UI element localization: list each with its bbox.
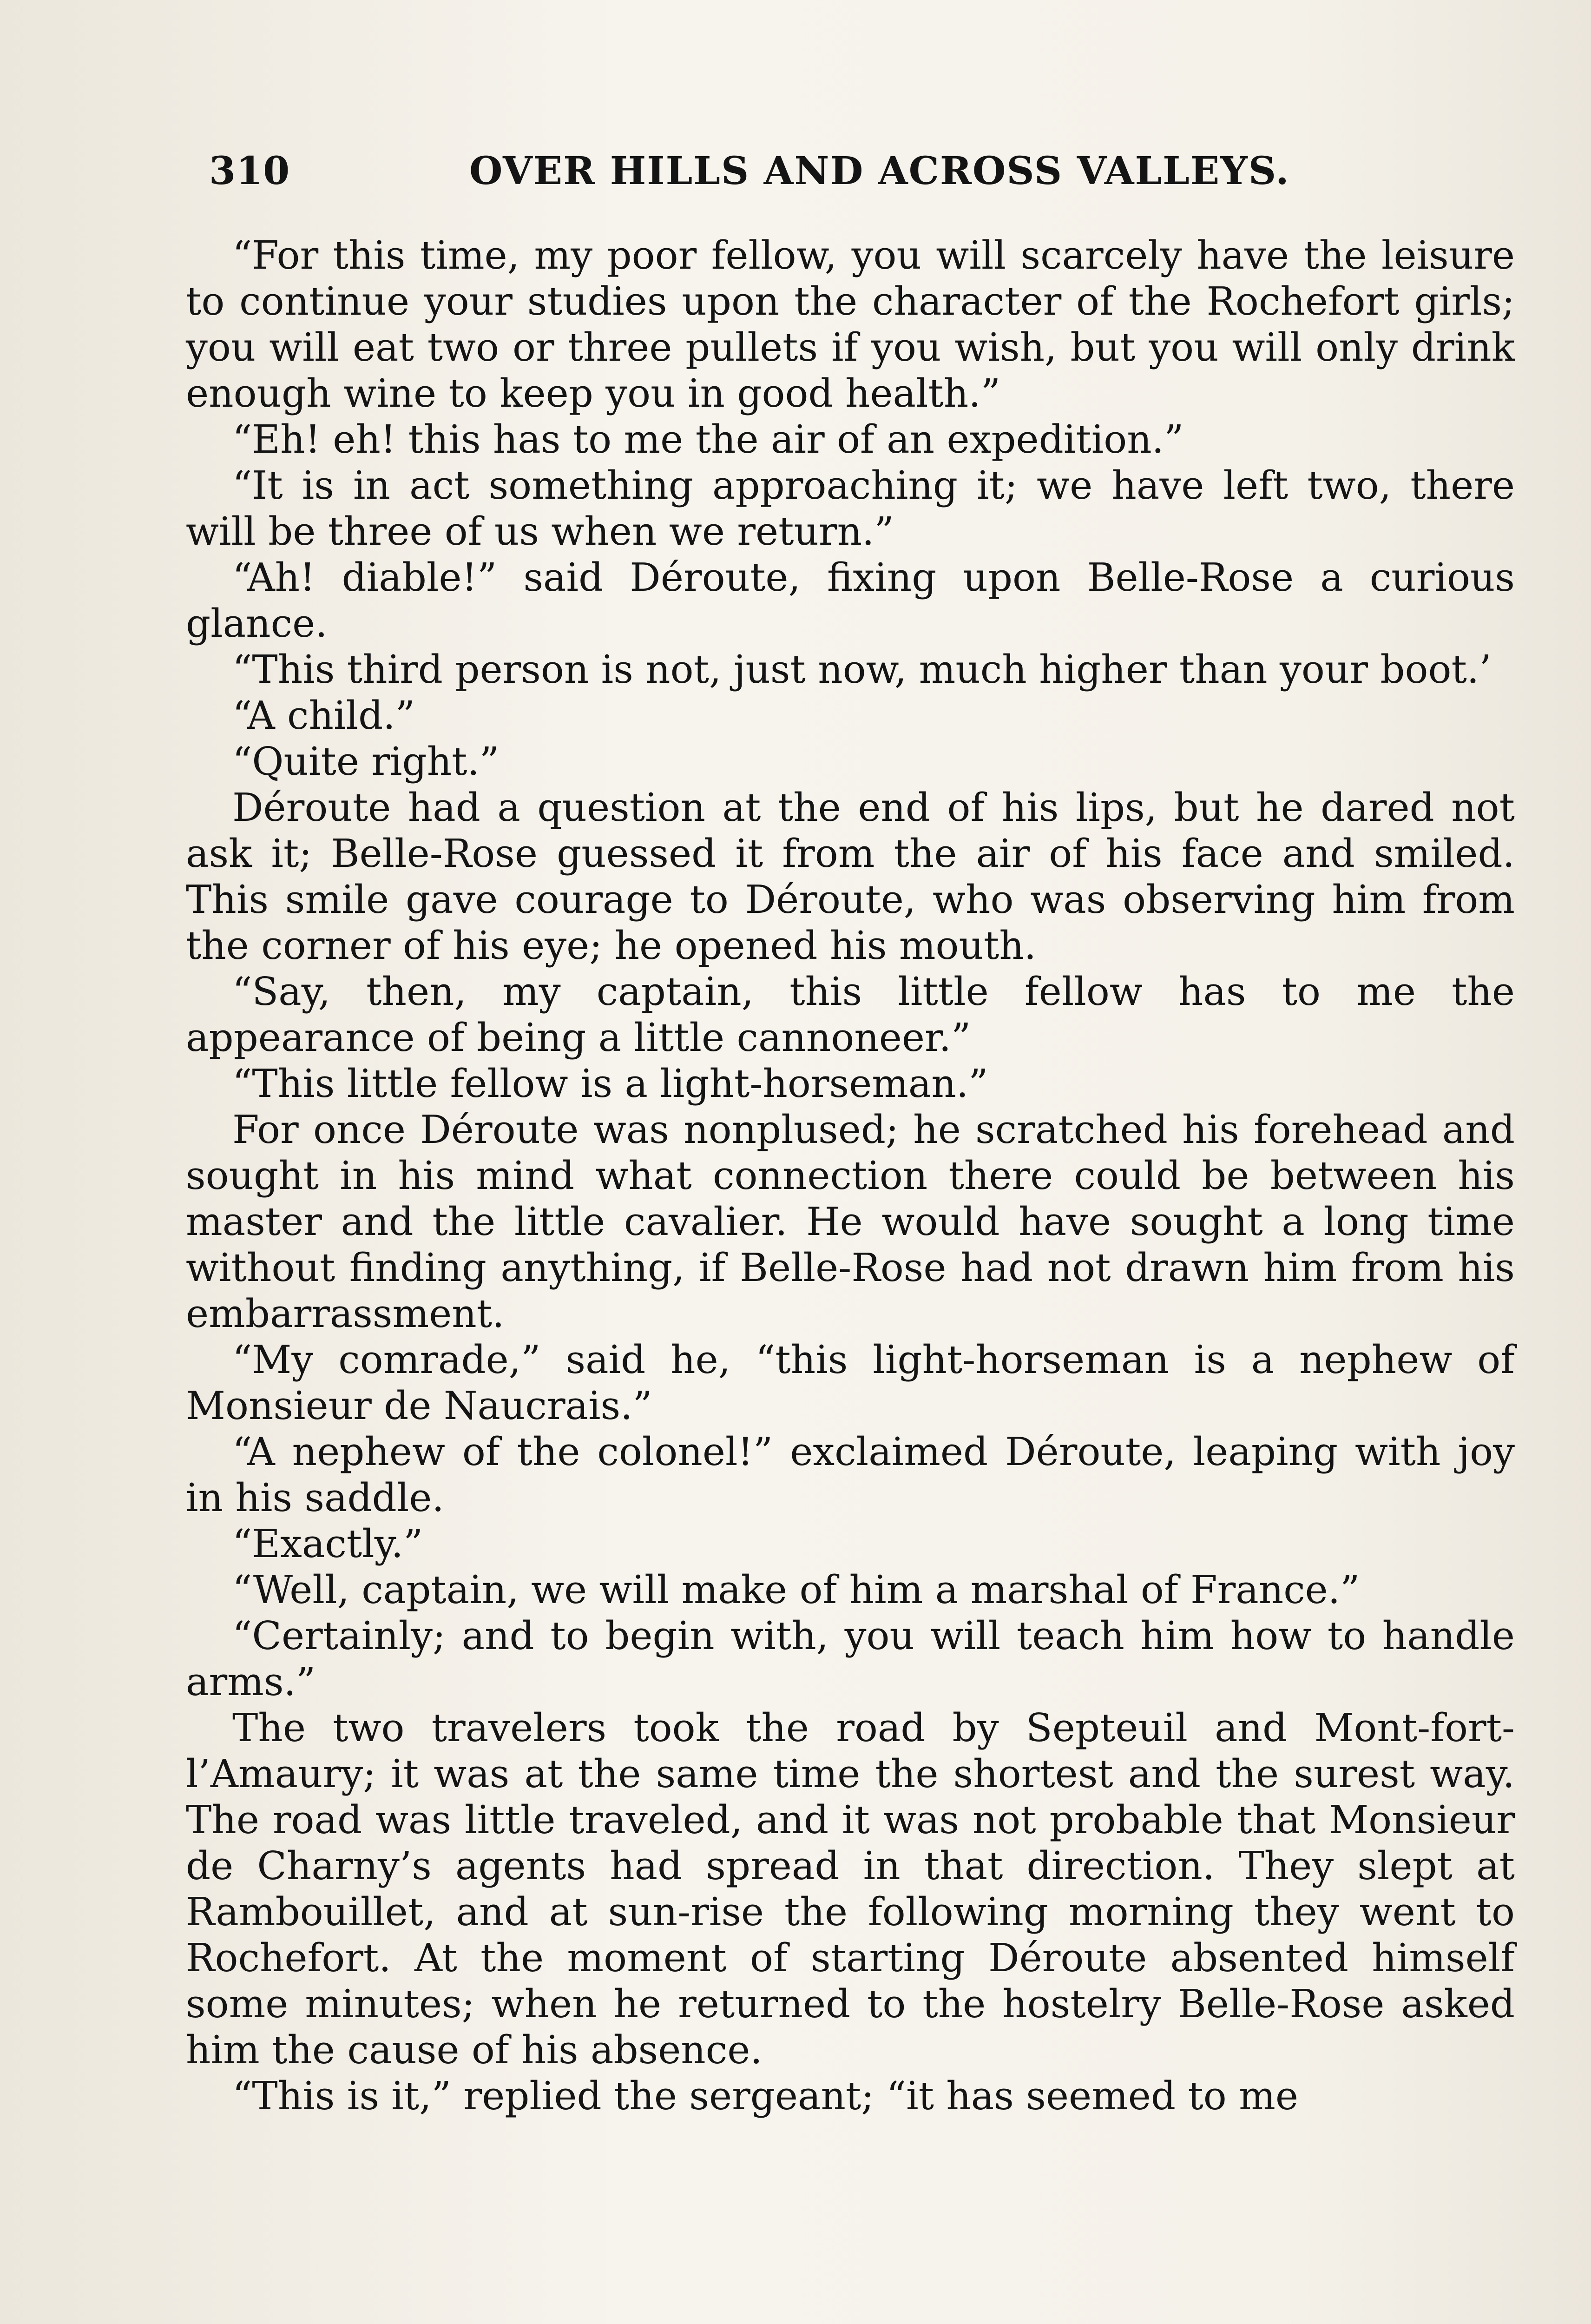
paragraph: “Well, captain, we will make of him a marshal of France.” [232,1567,1360,1612]
body-text [186,232,1515,2119]
paragraph: Déroute had a question at the end of his lips, but he dared not ask it; Belle-Rose guessed it from the air of his face and smiled. This smile gave courage to Déroute, who was observing him from the corner of his eye; he opened his mouth. [186,785,1515,968]
page-header [209,149,1510,205]
paragraph: “This third person is not, just now, much higher than your boot.’ [232,647,1492,692]
paragraph: “Eh! eh! this has to me the air of an expedition.” [232,417,1184,462]
paragraph: “A child.” [232,693,415,738]
paragraph: For once Déroute was nonplused; he scratched his forehead and sought in his mind what connection there could be between his master and the little cavalier. He would have sought a long time without finding anything, if Belle-Rose had not drawn him from his embarrassment. [186,1107,1515,1336]
page-number: 310 [209,149,290,193]
paragraph: “Exactly.” [232,1521,423,1566]
paragraph: “A nephew of the colonel!” exclaimed Déroute, leaping with joy in his saddle. [186,1429,1515,1520]
paragraph: The two travelers took the road by Septeuil and Mont-fort-l’Amaury; it was at the same time the shortest and the surest way. The road was little traveled, and it was not probable that Monsieur de Charny’s agents had spread in that direction. They slept at Rambouillet, and at sun-rise the following morning they went to Rochefort. At the moment of starting Déroute absented himself some minutes; when he returned to the hostelry Belle-Rose asked him the cause of his absence. [186,1705,1515,2073]
paragraph: “Say, then, my captain, this little fellow has to me the appearance of being a little cannoneer.” [186,969,1515,1060]
paragraph: “For this time, my poor fellow, you will scarcely have the leisure to continue your studies upon the character of the Rochefort girls; you will eat two or three pullets if you wish, but you will only drink enough wine to keep you in good health.” [186,233,1515,416]
paragraph: “This little fellow is a light-horseman.” [232,1061,988,1106]
running-title: OVER HILLS AND ACROSS VALLEYS. [469,149,1290,193]
paragraph: “Quite right.” [232,739,500,784]
paragraph: “It is in act something approaching it; we have left two, there will be three of us when we return.” [186,463,1515,554]
paragraph: “This is it,” replied the sergeant; “it has seemed to me [232,2073,1298,2119]
paragraph: “My comrade,” said he, “this light-horseman is a nephew of Monsieur de Naucrais.” [186,1337,1515,1428]
paragraph: “Certainly; and to begin with, you will teach him how to handle arms.” [186,1613,1515,1704]
paragraph: “Ah! diable!” said Déroute, fixing upon Belle-Rose a curious glance. [186,555,1515,646]
